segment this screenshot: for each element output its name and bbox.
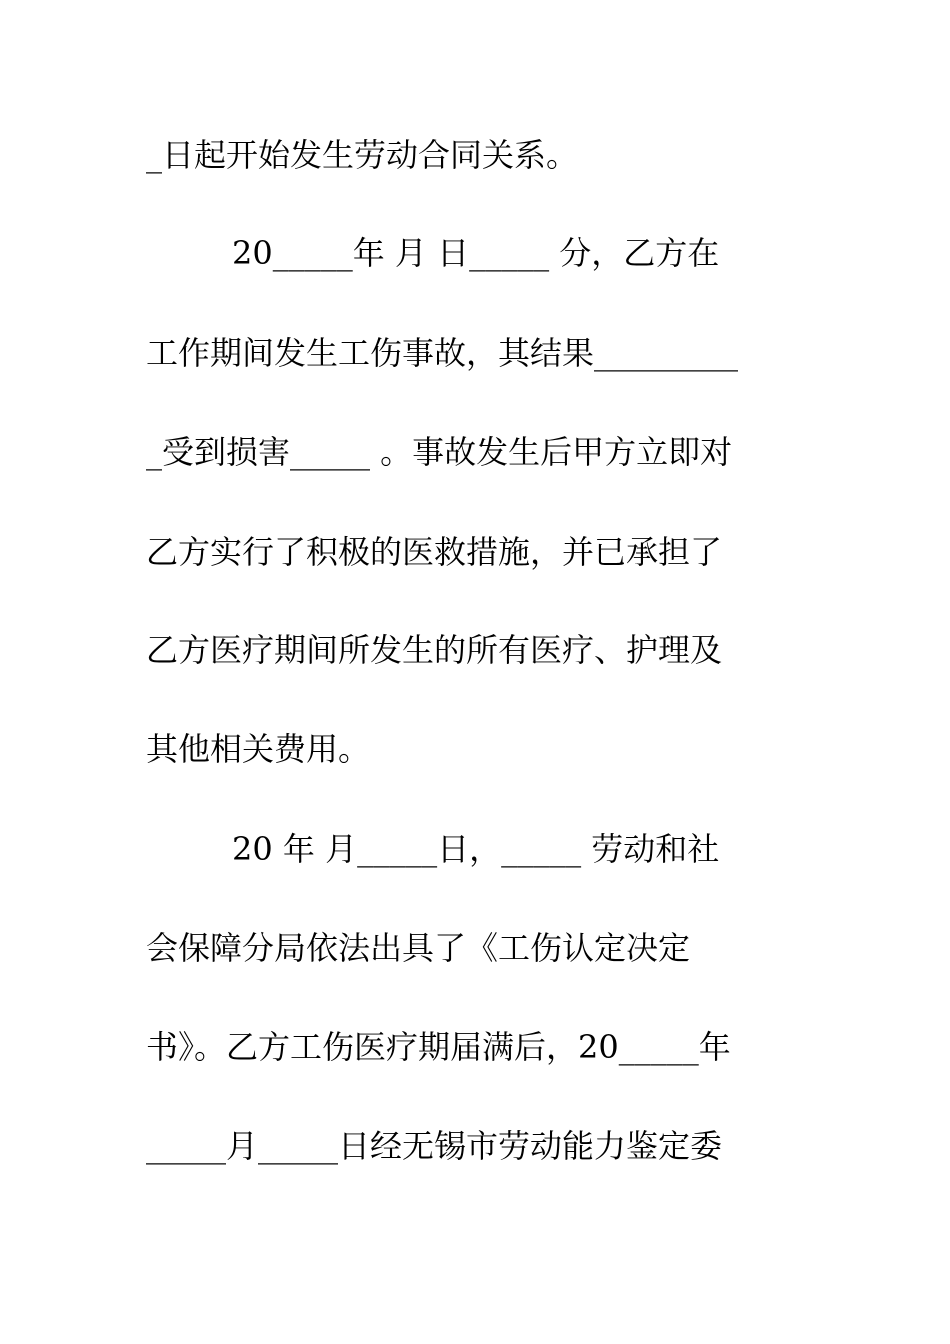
text-line-1: _日起开始发生劳动合同关系。: [146, 136, 579, 174]
text-line-9: 会保障分局依法出具了《工伤认定决定: [146, 929, 691, 967]
text-line-2: 20_____年 月 日_____ 分，乙方在: [232, 234, 720, 272]
text-line-3: 工作期间发生工伤事故，其结果_________: [146, 334, 739, 372]
text-line-5: 乙方实行了积极的医救措施，并已承担了: [146, 533, 723, 571]
text-line-8: 20 年 月_____日，_____ 劳动和社: [232, 830, 720, 868]
text-line-7: 其他相关费用。: [146, 730, 371, 768]
text-line-4: _受到损害_____ 。事故发生后甲方立即对: [146, 433, 733, 471]
text-line-6: 乙方医疗期间所发生的所有医疗、护理及: [146, 631, 723, 669]
text-line-10: 书》。乙方工伤医疗期届满后，20_____年: [146, 1028, 731, 1066]
text-line-11: _____月_____日经无锡市劳动能力鉴定委: [146, 1127, 723, 1165]
